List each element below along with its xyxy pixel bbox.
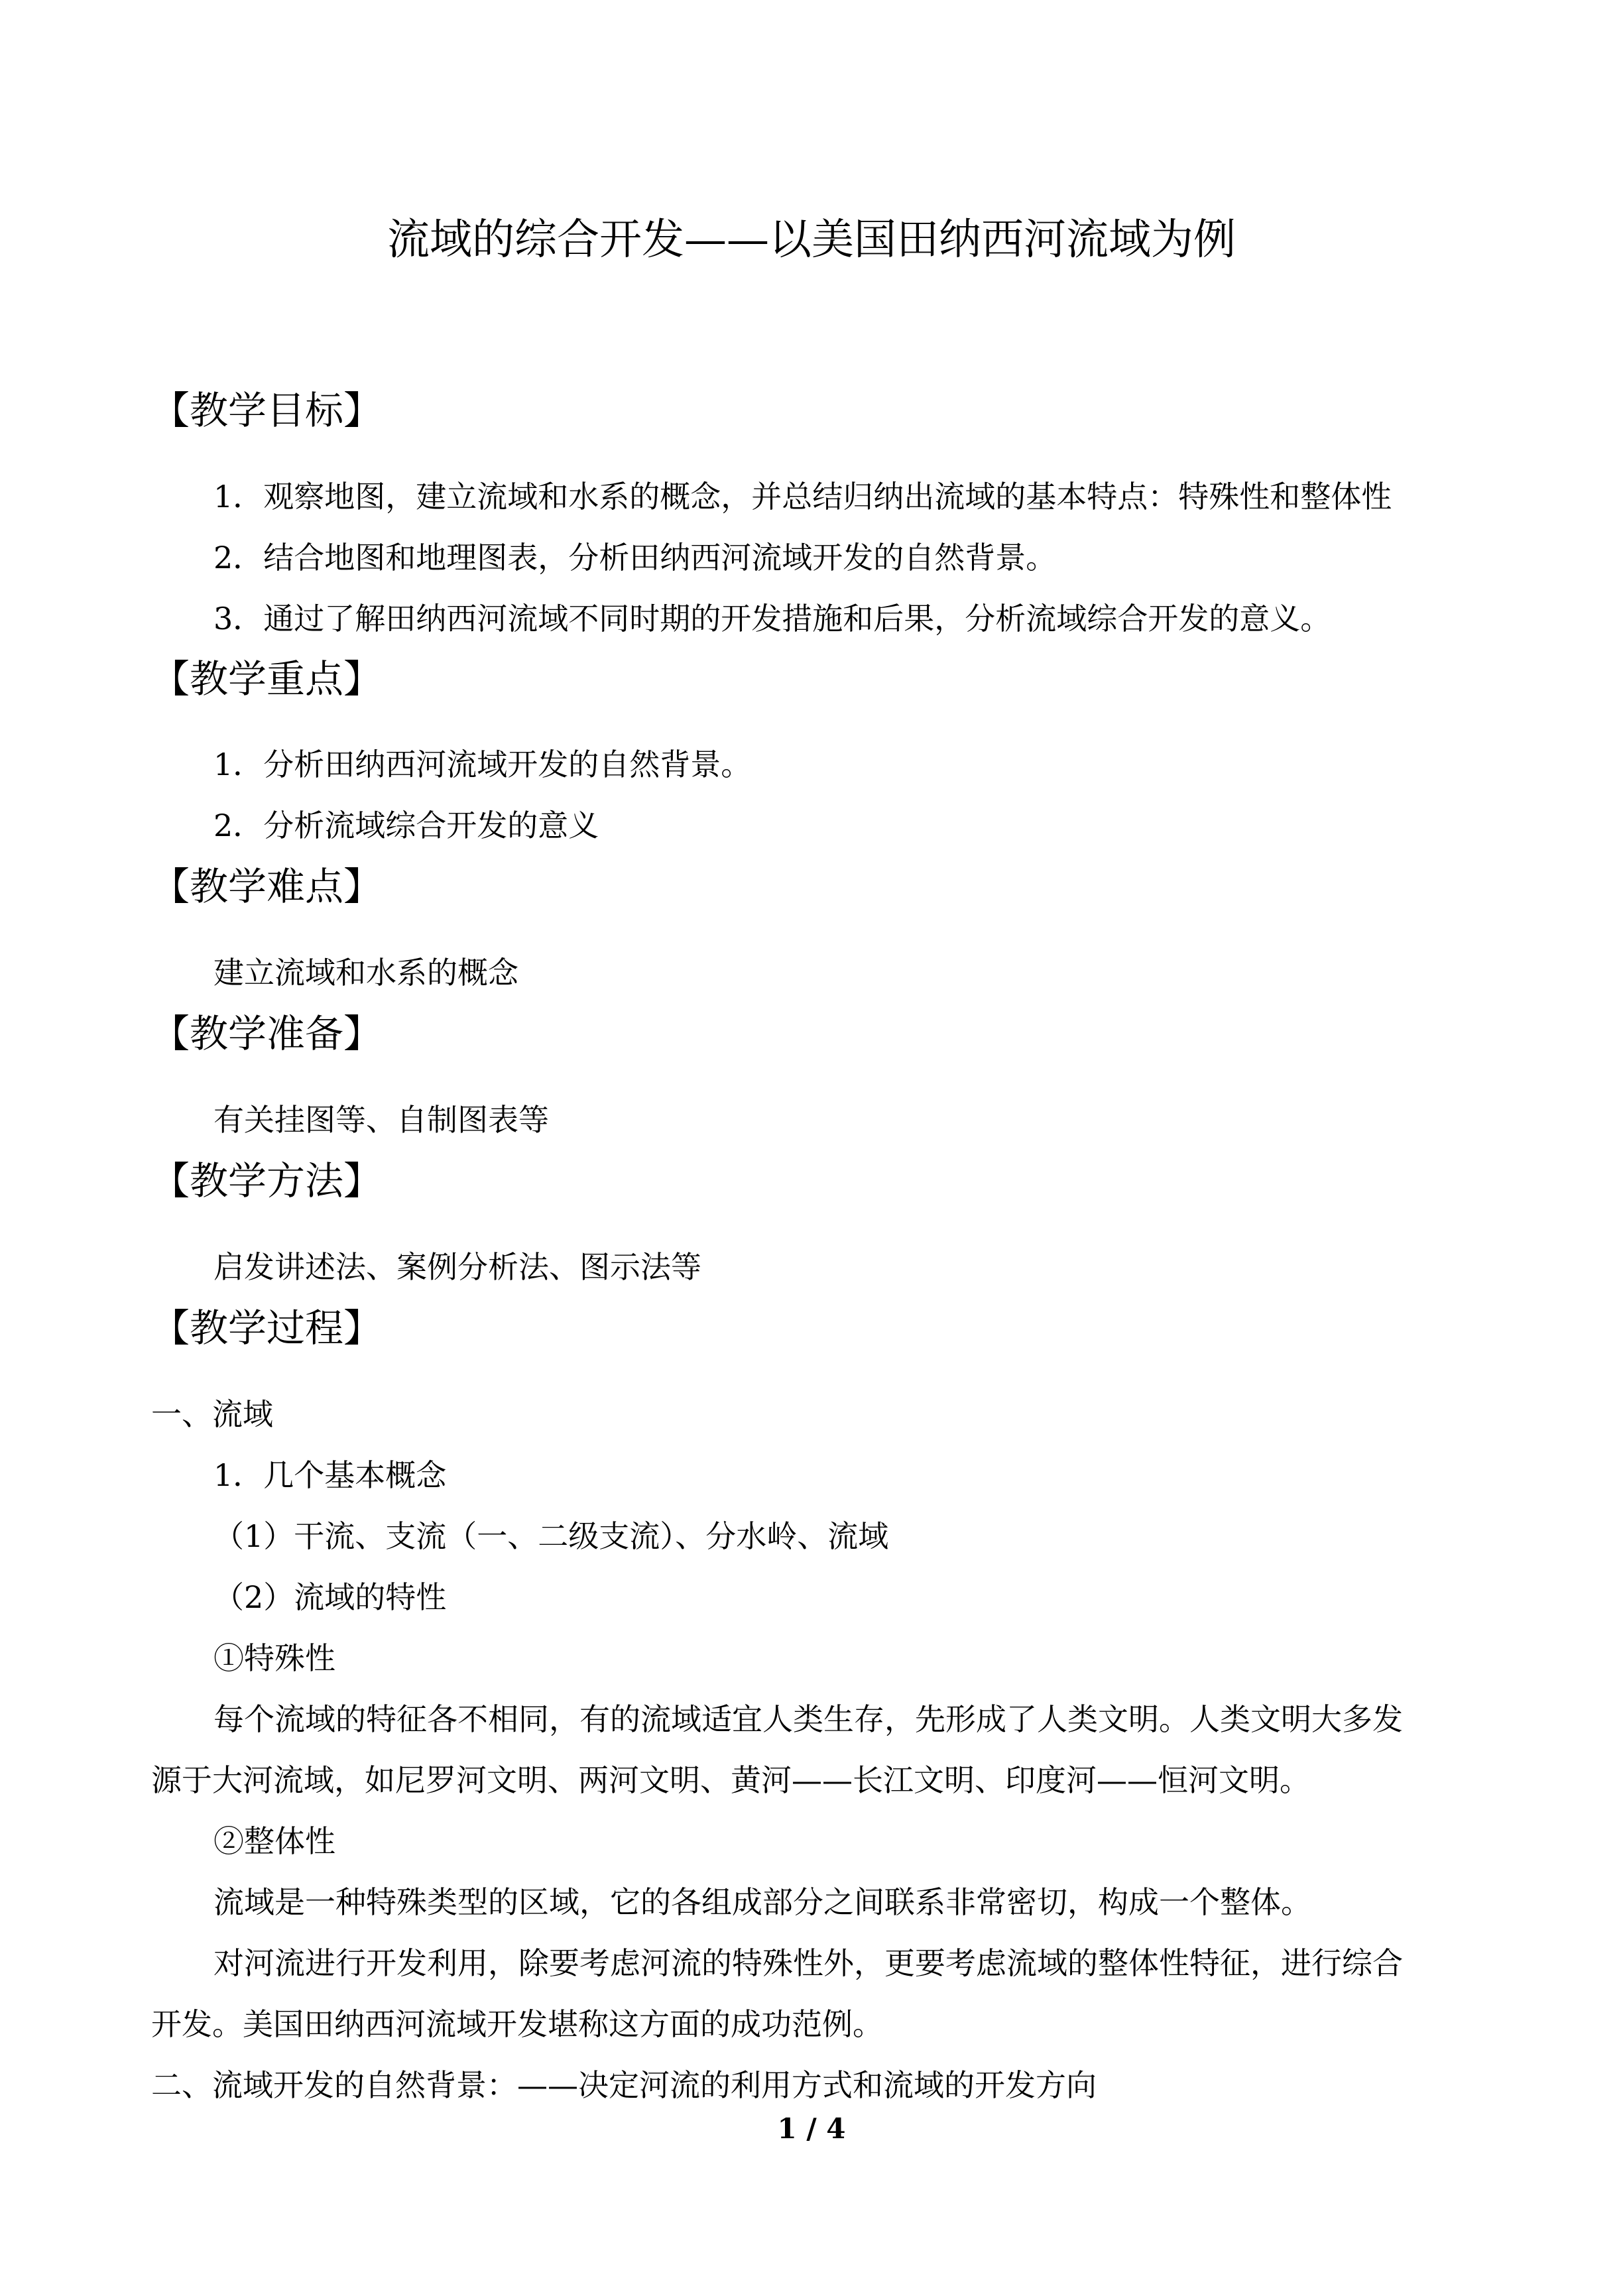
process-line: 一、流域 — [151, 1396, 273, 1432]
section-heading-preparation: 【教学准备】 — [151, 1011, 383, 1056]
goal-item: 2．结合地图和地理图表，分析田纳西河流域开发的自然背景。 — [213, 540, 1057, 575]
process-line: ①特殊性 — [213, 1640, 335, 1676]
process-line: 开发。美国田纳西河流域开发堪称这方面的成功范例。 — [151, 2006, 883, 2042]
key-point-item: 1．分析田纳西河流域开发的自然背景。 — [213, 747, 752, 782]
methods-text: 启发讲述法、案例分析法、图示法等 — [213, 1249, 701, 1285]
section-heading-key-points: 【教学重点】 — [151, 656, 383, 701]
process-line: 1．几个基本概念 — [213, 1457, 447, 1493]
process-line: 源于大河流域，如尼罗河文明、两河文明、黄河——长江文明、印度河——恒河文明。 — [151, 1762, 1310, 1798]
section-heading-difficulties: 【教学难点】 — [151, 864, 383, 909]
process-line: 对河流进行开发利用，除要考虑河流的特殊性外，更要考虑流域的整体性特征，进行综合 — [213, 1945, 1403, 1981]
difficulty-text: 建立流域和水系的概念 — [213, 955, 518, 991]
section-heading-process: 【教学过程】 — [151, 1305, 383, 1351]
preparation-text: 有关挂图等、自制图表等 — [213, 1102, 549, 1138]
page-number: 1 / 4 — [777, 2112, 846, 2145]
section-heading-goals: 【教学目标】 — [151, 388, 383, 433]
process-line: 二、流域开发的自然背景：——决定河流的利用方式和流域的开发方向 — [151, 2067, 1097, 2103]
section-heading-methods: 【教学方法】 — [151, 1158, 383, 1203]
goal-item: 3．通过了解田纳西河流域不同时期的开发措施和后果，分析流域综合开发的意义。 — [213, 601, 1331, 636]
process-line: （1）干流、支流（一、二级支流）、分水岭、流域 — [213, 1518, 889, 1554]
process-line: 每个流域的特征各不相同，有的流域适宜人类生存，先形成了人类文明。人类文明大多发 — [213, 1701, 1403, 1737]
process-line: ②整体性 — [213, 1823, 335, 1859]
key-point-item: 2．分析流域综合开发的意义 — [213, 808, 599, 843]
process-line: （2）流域的特性 — [213, 1579, 447, 1615]
document-title: 流域的综合开发——以美国田纳西河流域为例 — [387, 215, 1236, 265]
process-line: 流域是一种特殊类型的区域，它的各组成部分之间联系非常密切，构成一个整体。 — [213, 1884, 1311, 1920]
goal-item: 1．观察地图，建立流域和水系的概念，并总结归纳出流域的基本特点：特殊性和整体性 — [213, 479, 1392, 514]
